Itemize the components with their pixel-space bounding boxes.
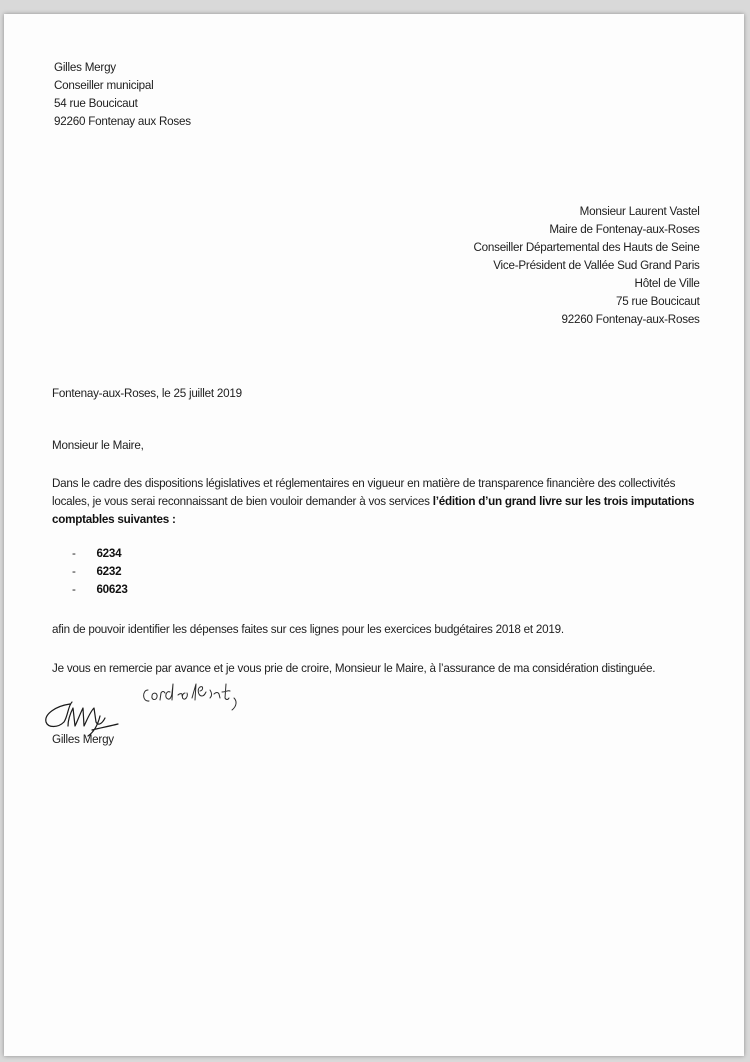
accounting-code: 60623 <box>96 582 128 596</box>
sender-street: 54 rue Boucicaut <box>54 96 138 110</box>
signature-name: Gilles Mergy <box>52 732 114 746</box>
sender-address-block <box>54 58 191 130</box>
recipient-city: 92260 Fontenay-aux-Roses <box>561 312 700 326</box>
body-text: locales, je vous serai reconnaissant de bien vouloir demander à vos services <box>52 494 433 508</box>
recipient-title-vice-president: Vice-Président de Vallée Sud Grand Paris <box>493 258 700 272</box>
sender-city: 92260 Fontenay aux Roses <box>54 114 191 128</box>
salutation: Monsieur le Maire, <box>52 438 144 452</box>
sender-title: Conseiller municipal <box>54 78 154 92</box>
body-line: Dans le cadre des dispositions législatives et réglementaires en vigueur en matière de transparence financière des collectivités <box>52 476 676 490</box>
list-bullet: - <box>72 546 76 560</box>
body-emphasis: comptables suivantes : <box>52 512 176 526</box>
list-bullet: - <box>72 564 76 578</box>
list-item <box>72 544 128 562</box>
accounting-code: 6232 <box>96 564 122 578</box>
recipient-name: Monsieur Laurent Vastel <box>580 204 700 218</box>
accounting-codes-list <box>72 544 128 598</box>
body-paragraph-closing: Je vous en remercie par avance et je vous prie de croire, Monsieur le Maire, à l’assurance de ma considération distinguée. <box>52 661 656 675</box>
list-item <box>72 562 128 580</box>
body-emphasis: l’édition d’un grand livre sur les trois imputations <box>432 494 695 508</box>
list-item <box>72 580 128 598</box>
recipient-address-block <box>474 202 700 328</box>
body-line <box>52 510 710 528</box>
sender-name: Gilles Mergy <box>54 60 116 74</box>
body-line <box>52 492 710 510</box>
letter-page <box>4 14 744 1056</box>
recipient-title-mayor: Maire de Fontenay-aux-Roses <box>549 222 700 236</box>
recipient-title-councillor: Conseiller Départemental des Hauts de Seine <box>473 240 700 254</box>
accounting-code: 6234 <box>96 546 122 560</box>
handwritten-annotation <box>140 678 250 718</box>
body-paragraph-request <box>52 474 710 528</box>
recipient-street: 75 rue Boucicaut <box>616 294 700 308</box>
body-paragraph-purpose: afin de pouvoir identifier les dépenses faites sur ces lignes pour les exercices budgétaires 2018 et 2019. <box>52 622 564 636</box>
list-bullet: - <box>72 582 76 596</box>
recipient-building: Hôtel de Ville <box>634 276 700 290</box>
letter-date: Fontenay-aux-Roses, le 25 juillet 2019 <box>52 386 242 400</box>
